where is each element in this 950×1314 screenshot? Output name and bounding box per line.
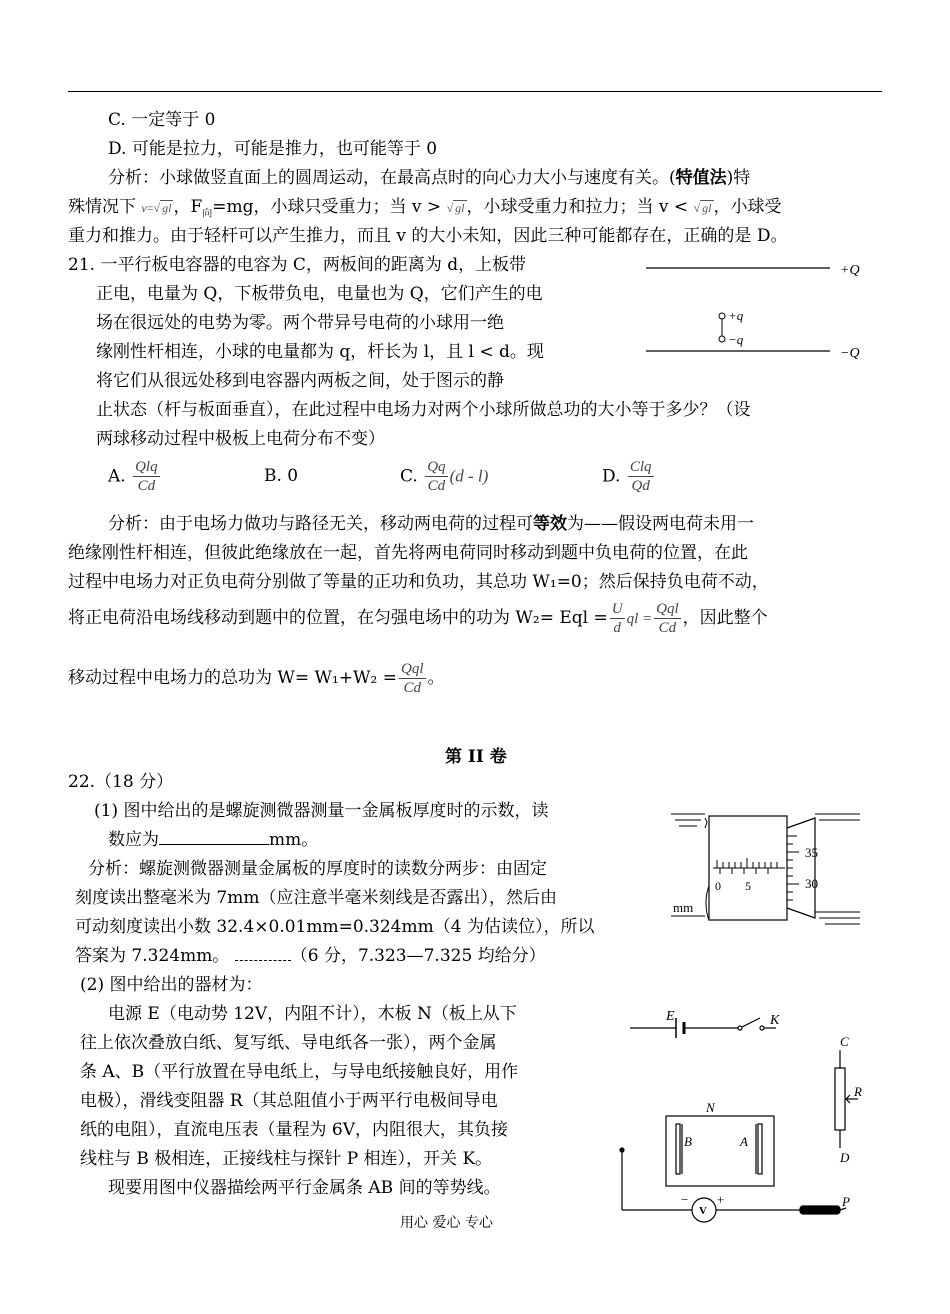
capacitor-figure [640,252,880,367]
q22-analysis: 可动刻度读出小数 32.4×0.01mm=0.324mm（4 为估读位），所以 [75,917,595,937]
analysis-line: 重力和推力。由于轻杆可以产生推力，而且 v 的大小未知，因此三种可能都存在，正确的是 D。 [68,226,788,246]
electrode-b-label: B [684,1134,692,1149]
q21-text: 正电，电量为 Q，下板带负电，电量也为 Q，它们产生的电 [96,284,543,304]
rheostat-end-c: C [840,1034,849,1049]
tick-0: 0 [715,879,721,893]
option-a: A. $\frac{\text{Qlq}}{Cd}$ [108,459,158,494]
tick-35: 35 [805,845,818,860]
rheostat-end-d: D [840,1150,850,1165]
switch-label: K [770,1013,780,1028]
board-label: N [706,1100,715,1115]
probe-label: P [842,1194,850,1209]
tick-30: 30 [805,876,818,891]
voltmeter-plus: + [717,1192,725,1207]
rheostat-label: R [854,1084,862,1099]
analysis-line: 殊情况下 v=√ gl ，$F_向=mg$，小球只受重力；当 v > √ gl ，小球受重力和拉力；当 v < √ gl ，小球受 [68,197,782,220]
option-c: C. 一定等于 0 [108,110,216,130]
q21-analysis: 过程中电场力对正负电荷分别做了等量的正功和负功，其总功 W₁=0；然后保持负电荷不动， [68,572,769,592]
q21-analysis: 绝缘刚性杆相连，但彼此绝缘放在一起，首先将两电荷同时移动到题中负电荷的位置，在此 [68,543,748,563]
dashed-blank [235,950,291,961]
top-plate-label: +Q [840,263,860,278]
q22-body: 线柱与 B 极相连，正接线柱与探针 P 相连），开关 K。 [80,1149,493,1169]
answer-blank[interactable] [159,828,269,845]
tick-5: 5 [745,879,751,893]
q22-text: 数应为 mm。 [108,830,319,850]
q21-analysis: 移动过程中电场力的总功为 W= W₁+W₂ = $\frac{\text{Qql}}{Cd}$ 。 [68,661,445,696]
q22-head: 22.（18 分） [68,772,174,792]
q21-analysis: 分析：由于电场力做功与路径无关，移动两电荷的过程可等效为——假设两电荷未用一 [108,514,754,534]
micrometer-figure [665,800,865,935]
option-c: C. $\frac{Qq}{Cd}$ (d - l) [400,459,489,494]
q22-body: 条 A、B（平行放置在导电纸上，与导电纸接触良好，用作 [80,1062,519,1082]
positive-charge [719,313,725,319]
q22-text: (1) 图中给出的是螺旋测微器测量一金属板厚度时的示数，读 [94,801,549,821]
negative-charge-label: −q [728,332,744,347]
q22-body: 纸的电阻），直流电压表（量程为 6V，内阻很大，其负接 [80,1120,508,1140]
option-d: D. 可能是拉力，可能是推力，也可能等于 0 [108,139,438,159]
electrode-a-label: A [740,1134,748,1149]
q22-part2: (2) 图中给出的器材为： [80,975,263,995]
q21-text: 止状态（杆与板面垂直），在此过程中电场力对两个小球所做总功的大小等于多少？（设 [96,400,751,420]
source-label: E [666,1009,675,1024]
q22-analysis: 答案为 7.324mm。 （6 分，7.323—7.325 均给分） [75,946,546,966]
q21-analysis: 将正电荷沿电场线移动到题中的位置，在匀强电场中的功为 W₂= Eql = $\frac{U}{d}$ ql = $\frac{\text{Qql}}{Cd}$ ，因此整个 [68,601,768,636]
q22-body: 电源 E（电动势 12V，内阻不计），木板 N（板上从下 [108,1004,517,1024]
q22-body: 电极），滑线变阻器 R（其总阻值小于两平行电极间导电 [80,1091,498,1111]
analysis-line: 分析：小球做竖直面上的圆周运动，在最高点时的向心力大小与速度有关。(特值法)特 [108,168,751,188]
option-b: B. 0 [264,466,299,486]
header-rule [68,91,882,92]
bottom-plate-label: −Q [840,346,860,361]
q21-text: 两球移动过程中极板上电荷分布不变） [96,429,385,449]
voltmeter-label: V [699,1205,707,1217]
q22-body: 往上依次叠放白纸、复写纸、导电纸各一张），两个金属 [80,1033,497,1053]
q21-text: 将它们从很远处移到电容器内两板之间，处于图示的静 [96,371,504,391]
option-d: D. $\frac{\text{Clq}}{Qd}$ [602,459,652,494]
q21-text: 21. 一平行板电容器的电容为 C，两板间的距离为 d，上板带 [68,255,527,275]
negative-charge [719,336,725,342]
positive-charge-label: +q [728,308,744,323]
section-title: 第 II 卷 [445,747,507,767]
q21-text: 缘刚性杆相连，小球的电量都为 q，杆长为 l，且 l < d。现 [96,342,544,362]
q22-analysis: 分析：螺旋测微器测量金属板的厚度时的读数分两步：由固定 [88,859,547,879]
q22-analysis: 刻度读出整毫米为 7mm（应注意半毫米刻线是否露出），然后由 [75,888,557,908]
unit-label: mm [673,900,694,915]
q22-body: 现要用图中仪器描绘两平行金属条 AB 间的等势线。 [108,1178,501,1198]
q21-text: 场在很远处的电势为零。两个带异号电荷的小球用一绝 [96,313,504,333]
circuit-figure [610,1000,880,1228]
voltmeter-minus: − [681,1192,689,1207]
footer: 用心 爱心 专心 [400,1215,493,1231]
method-label: 特值法 [675,168,727,188]
